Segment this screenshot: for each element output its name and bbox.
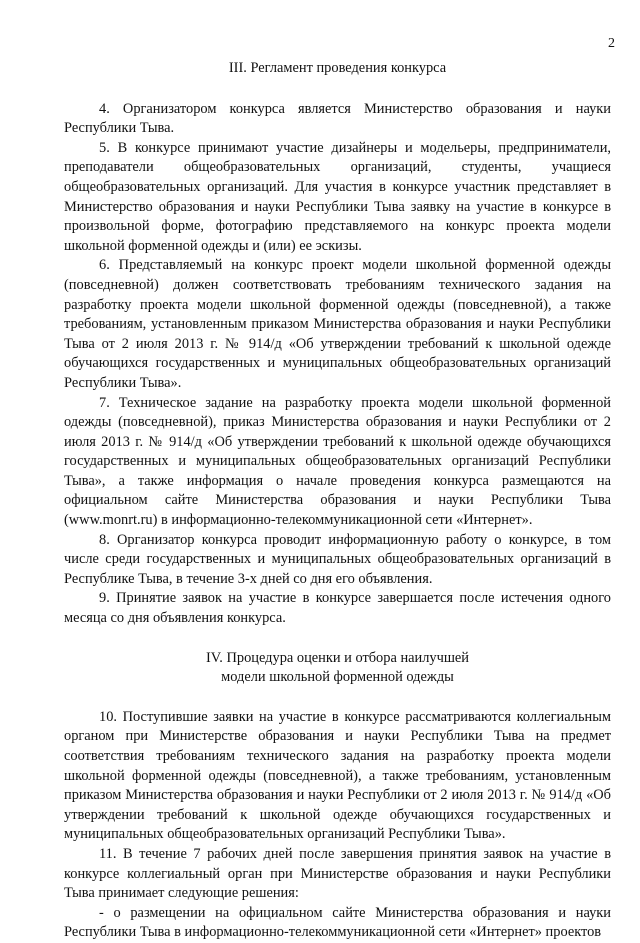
section-4-title-line-1: IV. Процедура оценки и отбора наилучшей — [205, 649, 470, 666]
paragraph-11-item: - о размещении на официальном сайте Министерства образования и науки Республики Тыва в информационно-телекоммуникационной сети «Интернет» проектов — [64, 904, 611, 941]
section-4-title-line-2: модели школьной форменной одежды — [221, 669, 454, 686]
paragraph-7: 7. Техническое задание на разработку проекта модели школьной форменной одежды (повседневной), приказ Министерства образования и науки Республики от 2 июля 2013 г. № 914/д «Об утверждении требований к школьной одежде обучающихся государственных и муниципальных общеобразовательных организаций Республики Тыва», а также информация о начале проведения конкурса размещаются на официальном сайте Министерства образования и науки Республики Тыва (www.monrt.ru) в информационно-телекоммуникационной сети «Интернет». — [64, 394, 611, 529]
page-number: 2 — [608, 36, 615, 51]
document-body — [64, 59, 611, 943]
paragraph-8: 8. Организатор конкурса проводит информационную работу о конкурсе, в том числе среди государственных и муниципальных общеобразовательных организаций в Республике Тыва, в течение 3-х дней со дня его объявления. — [64, 531, 611, 587]
paragraph-6: 6. Представляемый на конкурс проект модели школьной форменной одежды (повседневной) должен соответствовать требованиям технического задания на разработку проекта модели школьной форменной одежды (повседневной), а также требованиям, установленным приказом Министерства образования и науки Республики Тыва от 2 июля 2013 г. № 914/д «Об утверждении требований к школьной одежде обучающихся государственных и муниципальных общеобразовательных организаций Республики Тыва». — [64, 257, 611, 391]
paragraph-11: 11. В течение 7 рабочих дней после завершения принятия заявок на участие в конкурсе коллегиальный орган при Министерстве образования и науки Республики Тыва принимает следующие решения: — [64, 845, 611, 902]
paragraph-10: 10. Поступившие заявки на участие в конкурсе рассматриваются коллегиальным органом при Министерстве образования и науки Республики Тыва на предмет соответствия требованиям технического задания на разработку проекта модели школьной форменной одежды (повседневной), а также требованиям, установленным приказом Министерства образования и науки Республики от 2 июля 2013 г. № 914/д «Об утверждении требований к школьной одежде обучающихся государственных и муниципальных общеобразовательных организаций Республики Тыва». — [64, 708, 611, 843]
section-4-title — [64, 649, 611, 688]
section-3-title: III. Регламент проведения конкурса — [228, 60, 447, 76]
paragraph-4: 4. Организатором конкурса является Министерство образования и науки Республики Тыва. — [64, 100, 611, 137]
paragraph-5: 5. В конкурсе принимают участие дизайнеры и модельеры, предприниматели, преподаватели общеобразовательных организаций, студенты, учащиеся общеобразовательных организаций. Для участия в конкурсе участник представляет в Министерство образования и науки Республики Тыва заявку на участие в конкурсе в произвольной форме, фотографию представляемого на конкурс проекта модели школьной форменной одежды и (или) ее эскизы. — [64, 139, 611, 254]
paragraph-9: 9. Принятие заявок на участие в конкурсе завершается после истечения одного месяца со дня объявления конкурса. — [64, 590, 611, 627]
